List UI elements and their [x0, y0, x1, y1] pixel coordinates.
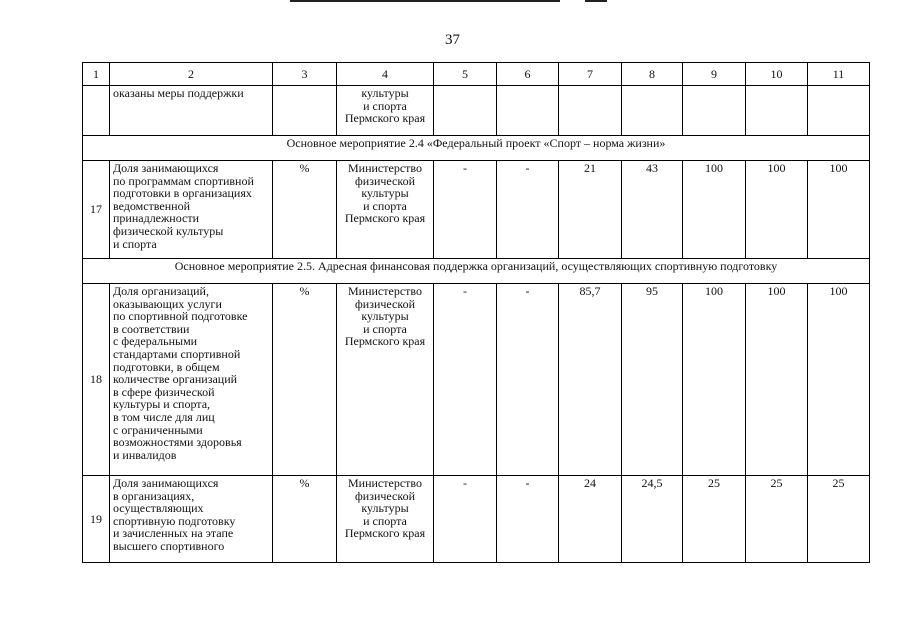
value-cell: - — [497, 161, 559, 259]
value-cell: 100 — [683, 284, 746, 476]
column-header: 4 — [337, 63, 434, 86]
table-row — [83, 161, 870, 259]
value-cell: 24,5 — [622, 476, 683, 563]
column-header: 7 — [559, 63, 622, 86]
value-cell — [434, 86, 497, 136]
unit-cell — [273, 86, 337, 136]
page-number: 37 — [445, 32, 460, 48]
executor-cell: Министерство физической культуры и спорта Пермского края — [337, 284, 434, 476]
section-row — [83, 259, 870, 284]
column-header: 10 — [746, 63, 808, 86]
value-cell: 100 — [746, 284, 808, 476]
value-cell: 100 — [808, 161, 870, 259]
unit-cell: % — [273, 476, 337, 563]
column-header: 2 — [110, 63, 273, 86]
section-title: Основное мероприятие 2.4 «Федеральный проект «Спорт – норма жизни» — [83, 136, 870, 161]
table-row — [83, 86, 870, 136]
executor-cell: культуры и спорта Пермского края — [337, 86, 434, 136]
top-edge-rule — [290, 0, 560, 2]
value-cell: 25 — [808, 476, 870, 563]
value-cell: - — [497, 476, 559, 563]
executor-cell: Министерство физической культуры и спорта Пермского края — [337, 476, 434, 563]
row-number: 17 — [83, 161, 110, 259]
indicator-name: оказаны меры поддержки — [110, 86, 273, 136]
column-header: 6 — [497, 63, 559, 86]
column-header: 8 — [622, 63, 683, 86]
unit-cell: % — [273, 284, 337, 476]
row-number: 19 — [83, 476, 110, 563]
value-cell: - — [434, 161, 497, 259]
table-row — [83, 476, 870, 563]
column-header: 3 — [273, 63, 337, 86]
column-number-row — [83, 63, 870, 86]
column-header: 1 — [83, 63, 110, 86]
value-cell: 95 — [622, 284, 683, 476]
value-cell: 100 — [683, 161, 746, 259]
indicator-name: Доля занимающихся в организациях, осуществляющих спортивную подготовку и зачисленных на этапе высшего спортивного — [110, 476, 273, 563]
value-cell — [746, 86, 808, 136]
indicator-name: Доля занимающихся по программам спортивной подготовки в организациях ведомственной принадлежности физической культуры и спорта — [110, 161, 273, 259]
top-edge-rule-right — [585, 0, 607, 2]
value-cell: 85,7 — [559, 284, 622, 476]
value-cell: 100 — [746, 161, 808, 259]
value-cell: 100 — [808, 284, 870, 476]
column-header: 5 — [434, 63, 497, 86]
value-cell: 24 — [559, 476, 622, 563]
section-row — [83, 136, 870, 161]
column-header: 11 — [808, 63, 870, 86]
row-number — [83, 86, 110, 136]
section-title: Основное мероприятие 2.5. Адресная финансовая поддержка организаций, осуществляющих спортивную подготовку — [83, 259, 870, 284]
indicators-table — [82, 62, 870, 563]
value-cell — [622, 86, 683, 136]
indicator-name: Доля организаций, оказывающих услуги по спортивной подготовке в соответствии с федеральными стандартами спортивной подготовки, в общем количестве организаций в сфере физической культуры и спорта, в том числе для лиц с ограниченными возможностями здоровья и инвалидов — [110, 284, 273, 476]
value-cell: - — [434, 284, 497, 476]
value-cell: 43 — [622, 161, 683, 259]
value-cell — [559, 86, 622, 136]
value-cell — [808, 86, 870, 136]
column-header: 9 — [683, 63, 746, 86]
value-cell: 25 — [746, 476, 808, 563]
value-cell — [683, 86, 746, 136]
value-cell: 25 — [683, 476, 746, 563]
value-cell — [497, 86, 559, 136]
value-cell: - — [434, 476, 497, 563]
value-cell: 21 — [559, 161, 622, 259]
unit-cell: % — [273, 161, 337, 259]
table-row — [83, 284, 870, 476]
executor-cell: Министерство физической культуры и спорта Пермского края — [337, 161, 434, 259]
value-cell: - — [497, 284, 559, 476]
row-number: 18 — [83, 284, 110, 476]
